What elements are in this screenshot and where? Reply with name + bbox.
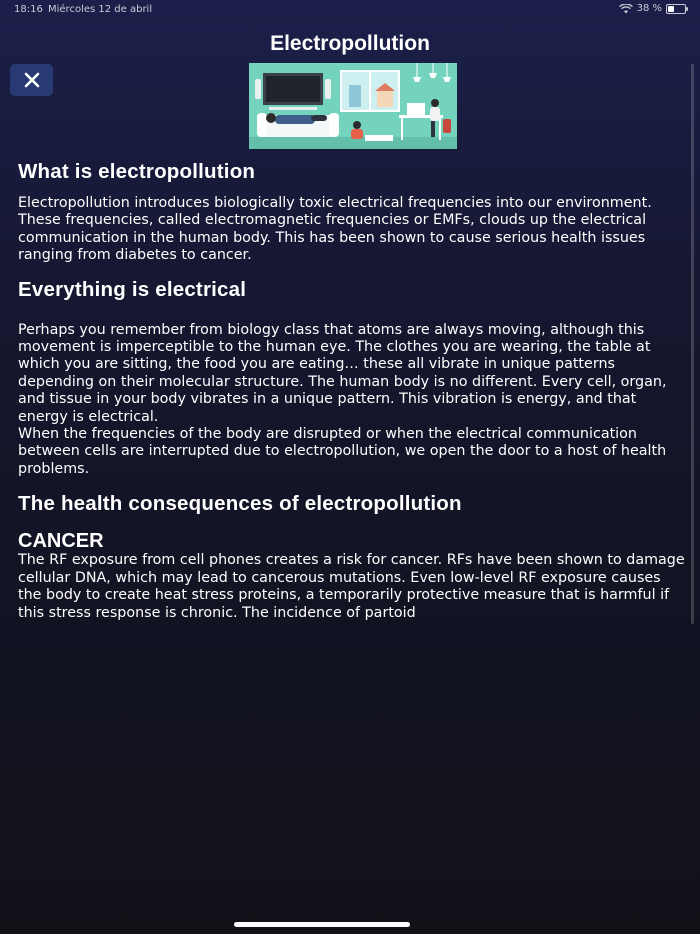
- section-heading: The health consequences of electropollution: [18, 492, 462, 516]
- status-bar: [0, 0, 700, 18]
- battery-percent: 38 %: [636, 3, 662, 14]
- close-icon: [24, 72, 40, 88]
- status-date: Miércoles 12 de abril: [48, 4, 153, 15]
- article-content: [18, 158, 688, 625]
- paragraph: Perhaps you remember from biology class that atoms are always moving, although this movement is imperceptible to the human eye. The clothes you are wearing, the table at which you are sitting, the food you are eating… these all vibrate in unique patterns depending on their molecular structure. The human body is no different. Every cell, organ, and tissue in your body vibrates in a unique pattern. This vibration is energy, and that energy is electrical.: [18, 321, 667, 425]
- living-room-illustration-icon: [249, 63, 457, 149]
- home-indicator[interactable]: [234, 922, 410, 927]
- section-heading: What is electropollution: [18, 160, 256, 183]
- section-heading: Everything is electrical: [18, 277, 247, 301]
- paragraph: When the frequencies of the body are disrupted or when the electrical communication between cells are interrupted due to electropollution, we open the door to a host of health problems.: [18, 426, 667, 477]
- status-time: 18:16: [14, 4, 43, 15]
- battery-icon: [666, 4, 686, 14]
- status-right: [619, 3, 686, 14]
- scrollbar[interactable]: [691, 64, 694, 624]
- hero-illustration: [249, 63, 457, 149]
- page-title: Electropollution: [270, 32, 430, 55]
- close-button[interactable]: [10, 64, 53, 96]
- section-subheading: CANCER: [18, 530, 104, 553]
- wifi-icon: [619, 4, 633, 14]
- paragraph: The RF exposure from cell phones creates a risk for cancer. RFs have been shown to damage cellular DNA, which may lead to cancerous mutations. Even low-level RF exposure causes the body to create heat stress proteins, a temporarily protective measure that is harmful if this stress response is chronic. The incidence of partoid: [18, 552, 685, 621]
- paragraph: Electropollution introduces biologically toxic electrical frequencies into our environment. These frequencies, called electromagnetic frequencies or EMFs, clouds up the electrical communication in the human body. This has been shown to cause serious health issues ranging from diabetes to cancer.: [18, 195, 652, 264]
